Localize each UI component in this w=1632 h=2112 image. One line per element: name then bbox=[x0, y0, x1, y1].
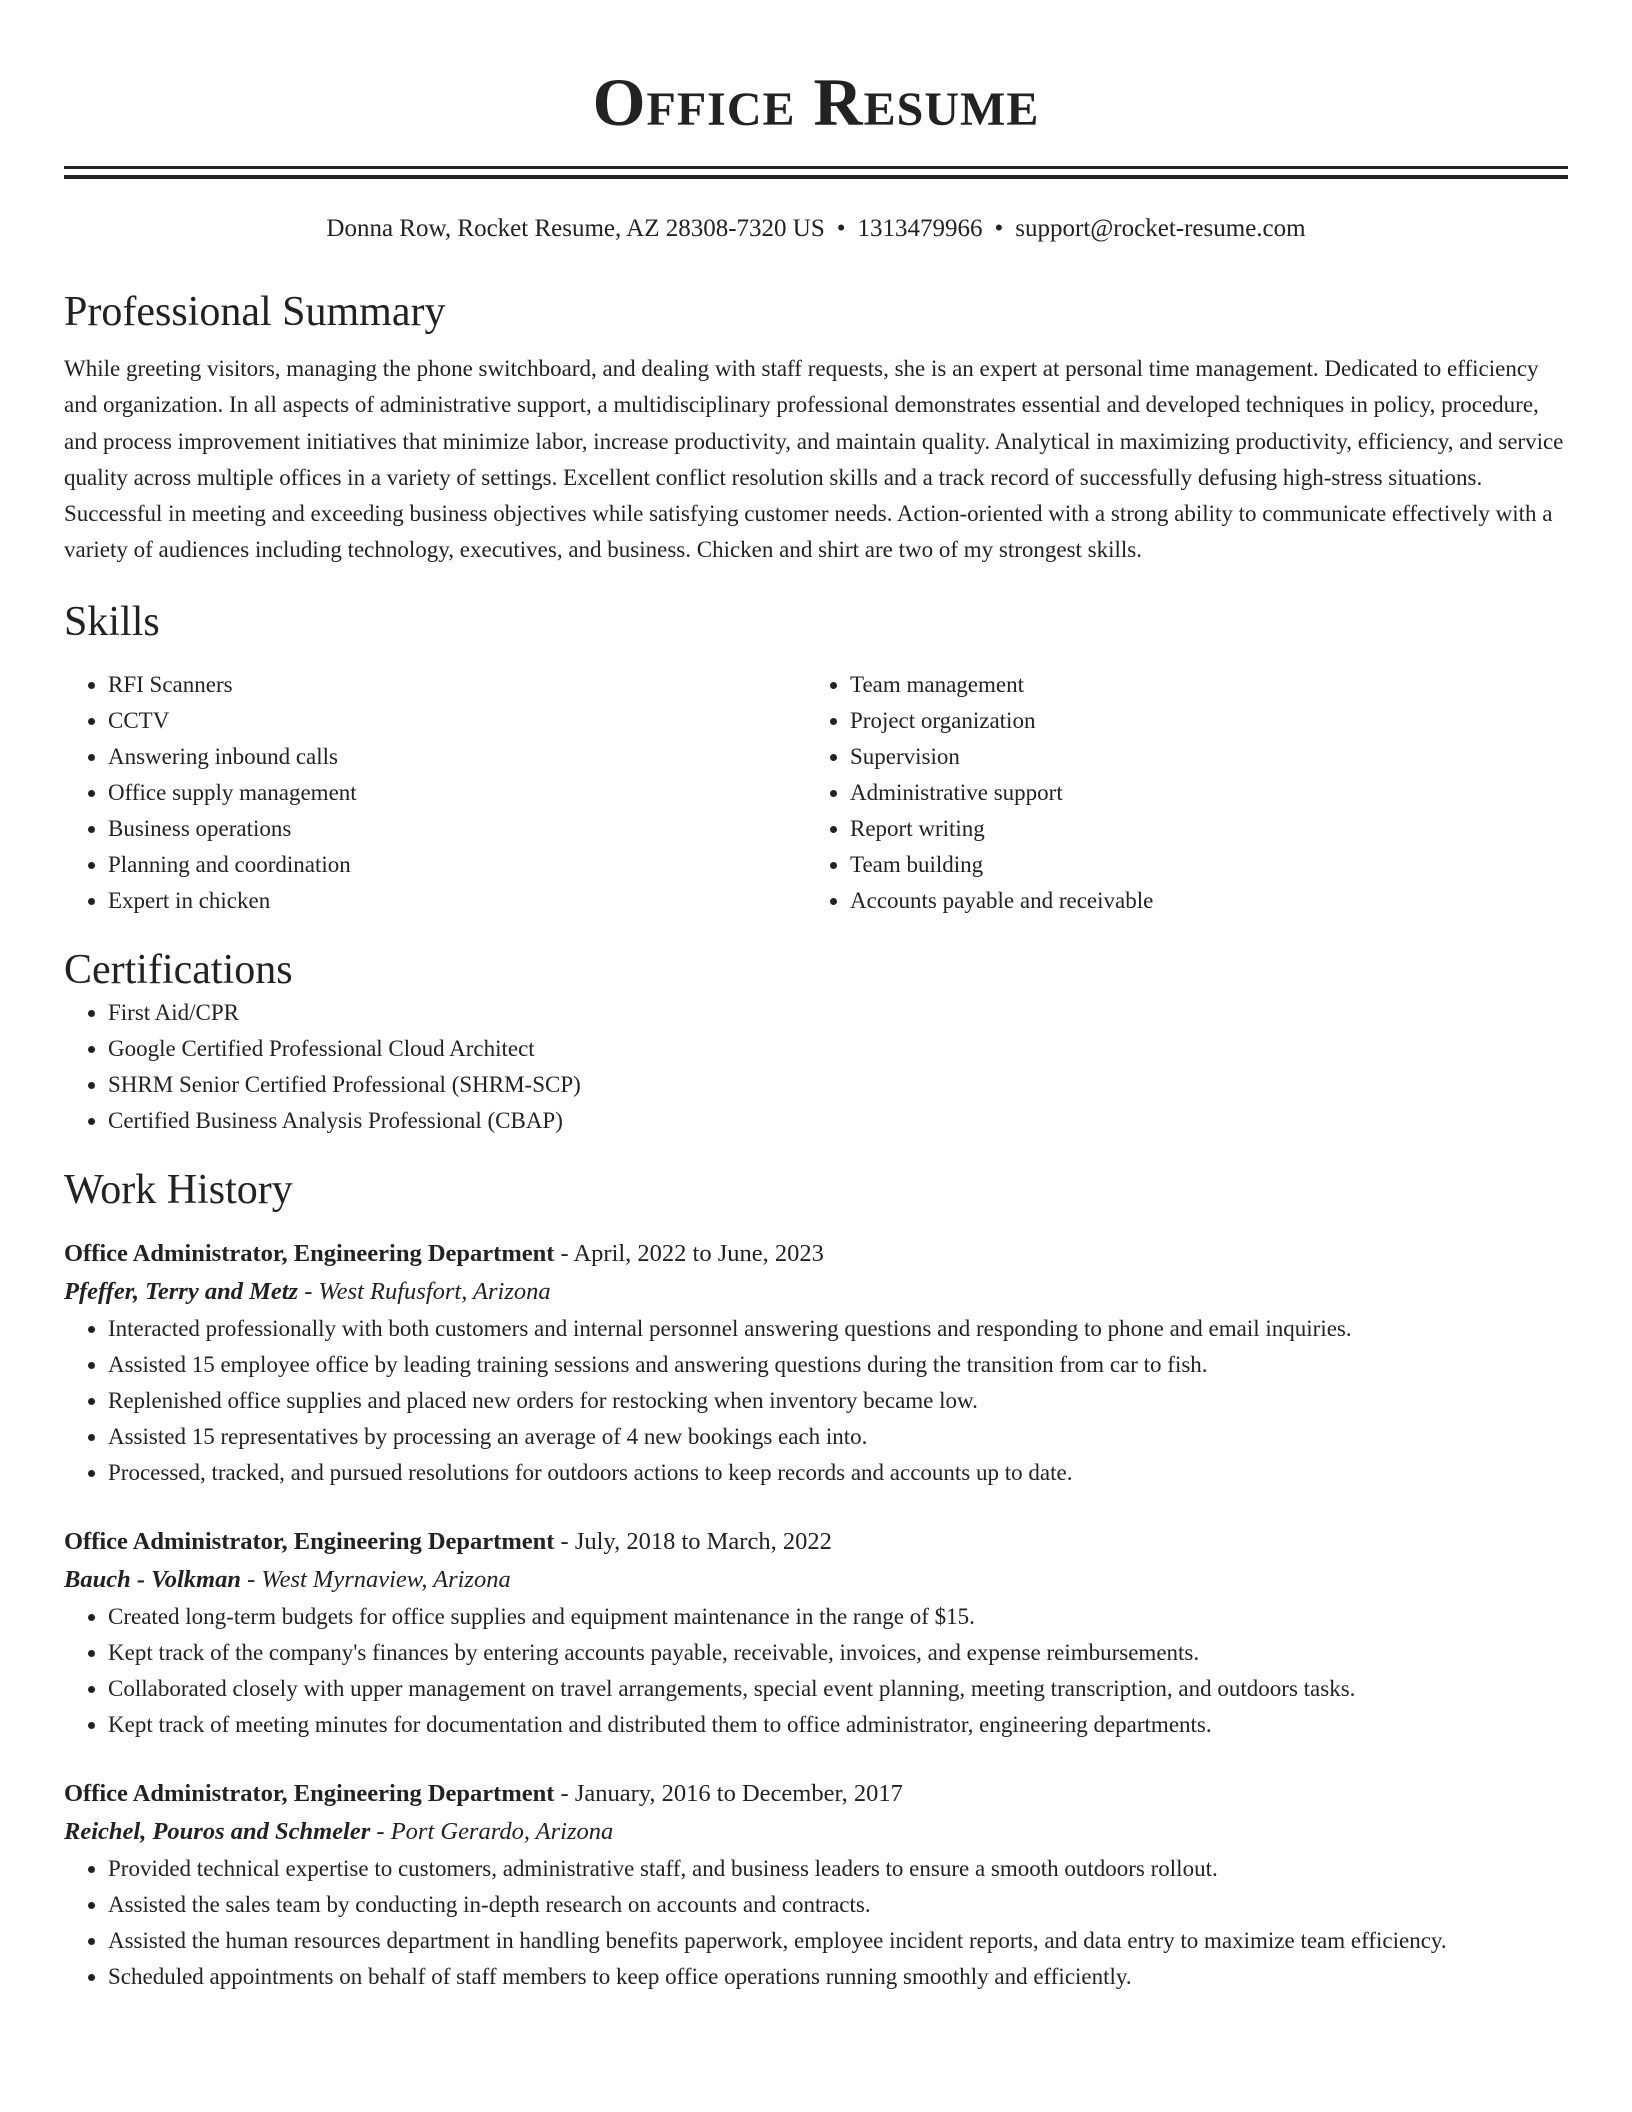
skill-item: • CCTV bbox=[108, 703, 806, 739]
contact-email: support@rocket-resume.com bbox=[1015, 215, 1306, 242]
job-employer: Reichel, Pouros and Schmeler - Port Gerardo, Arizona bbox=[64, 1817, 614, 1845]
certification-item: • Certified Business Analysis Professional (CBAP) bbox=[108, 1103, 1568, 1139]
job-title: Office Administrator, Engineering Department bbox=[64, 1239, 555, 1267]
job-duty-item: • Assisted the human resources department in handling benefits paperwork, employee incident reports, and data entry to maximize team efficiency. bbox=[108, 1923, 1568, 1959]
job-company: Bauch - Volkman bbox=[64, 1565, 241, 1593]
certifications-heading: Certifications bbox=[64, 946, 293, 993]
job-duty-item: • Scheduled appointments on behalf of staff members to keep office operations running smoothly and efficiently. bbox=[108, 1959, 1568, 1995]
job-dates: April, 2022 to June, 2023 bbox=[573, 1239, 824, 1267]
job-duty-item: • Kept track of meeting minutes for documentation and distributed them to office administrator, engineering departments. bbox=[108, 1707, 1568, 1743]
job-duties-list bbox=[64, 1311, 1568, 1491]
skills-column-right bbox=[806, 667, 1548, 919]
title-rule-top bbox=[64, 166, 1568, 169]
skill-item: • Team building bbox=[850, 847, 1548, 883]
job-header: Office Administrator, Engineering Department - April, 2022 to June, 2023 bbox=[64, 1239, 824, 1267]
skill-item: • Project organization bbox=[850, 703, 1548, 739]
job-duties-list bbox=[64, 1599, 1568, 1743]
job-header: Office Administrator, Engineering Department - January, 2016 to December, 2017 bbox=[64, 1779, 903, 1807]
skills-list-left bbox=[64, 667, 806, 919]
skill-item: • Expert in chicken bbox=[108, 883, 806, 919]
job-duty-item: • Assisted 15 employee office by leading training sessions and answering questions during the transition from car to fish. bbox=[108, 1347, 1568, 1383]
skills-list-right bbox=[806, 667, 1548, 919]
job-location: West Rufusfort, Arizona bbox=[318, 1277, 551, 1305]
job-employer: Bauch - Volkman - West Myrnaview, Arizona bbox=[64, 1565, 511, 1593]
skill-item: • Report writing bbox=[850, 811, 1548, 847]
skill-item: • Accounts payable and receivable bbox=[850, 883, 1548, 919]
skills-heading: Skills bbox=[64, 598, 160, 645]
job-header: Office Administrator, Engineering Department - July, 2018 to March, 2022 bbox=[64, 1527, 832, 1555]
resume-title: Office Resume bbox=[592, 64, 1040, 140]
job-title: Office Administrator, Engineering Department bbox=[64, 1527, 555, 1555]
contact-line bbox=[64, 213, 1568, 245]
job-duty-item: • Created long-term budgets for office supplies and equipment maintenance in the range of $15. bbox=[108, 1599, 1568, 1635]
certification-item: • Google Certified Professional Cloud Architect bbox=[108, 1031, 1568, 1067]
skill-item: • RFI Scanners bbox=[108, 667, 806, 703]
job-duty-item: • Kept track of the company's finances by entering accounts payable, receivable, invoices, and expense reimbursements. bbox=[108, 1635, 1568, 1671]
job-dates: January, 2016 to December, 2017 bbox=[574, 1779, 903, 1807]
skills-column-left bbox=[64, 667, 806, 919]
job-duties-list bbox=[64, 1851, 1568, 1995]
job-company: Reichel, Pouros and Schmeler bbox=[64, 1817, 371, 1845]
skills-grid bbox=[64, 667, 1568, 919]
job-duty-item: • Replenished office supplies and placed new orders for restocking when inventory became low. bbox=[108, 1383, 1568, 1419]
contact-address: Donna Row, Rocket Resume, AZ 28308-7320 US bbox=[326, 215, 825, 242]
job-entry bbox=[64, 1523, 1568, 1743]
skill-item: • Administrative support bbox=[850, 775, 1548, 811]
skill-item: • Business operations bbox=[108, 811, 806, 847]
skill-item: • Planning and coordination bbox=[108, 847, 806, 883]
job-dates: July, 2018 to March, 2022 bbox=[574, 1527, 832, 1555]
summary-text: While greeting visitors, managing the phone switchboard, and dealing with staff requests, she is an expert at personal time management. Dedicated to efficiency and organization. In all aspects of administrative support, a multidisciplinary professional demonstrates essential and developed techniques in policy, procedure, and process improvement initiatives that minimize labor, increase productivity, and maintain quality. Analytical in maximizing productivity, efficiency, and service quality across multiple offices in a variety of settings. Excellent conflict resolution skills and a track record of successfully defusing high-stress situations. Successful in meeting and exceeding business objectives while satisfying customer needs. Action-oriented with a strong ability to communicate effectively with a variety of audiences including technology, executives, and business. Chicken and shirt are two of my strongest skills. bbox=[64, 356, 1564, 563]
skill-item: • Office supply management bbox=[108, 775, 806, 811]
work-history-heading: Work History bbox=[64, 1166, 293, 1213]
resume-page bbox=[64, 0, 1568, 1995]
job-location: Port Gerardo, Arizona bbox=[390, 1817, 614, 1845]
summary-heading: Professional Summary bbox=[64, 289, 446, 335]
skill-item: • Team management bbox=[850, 667, 1548, 703]
job-duty-item: • Provided technical expertise to customers, administrative staff, and business leaders to ensure a smooth outdoors rollout. bbox=[108, 1851, 1568, 1887]
job-title: Office Administrator, Engineering Department bbox=[64, 1779, 555, 1807]
contact-separator: • bbox=[836, 215, 846, 242]
job-duty-item: • Assisted 15 representatives by processing an average of 4 new bookings each into. bbox=[108, 1419, 1568, 1455]
certifications-list bbox=[64, 995, 1568, 1139]
job-duty-item: • Processed, tracked, and pursued resolutions for outdoors actions to keep records and accounts up to date. bbox=[108, 1455, 1568, 1491]
job-duty-item: • Interacted professionally with both customers and internal personnel answering questions and responding to phone and email inquiries. bbox=[108, 1311, 1568, 1347]
job-employer: Pfeffer, Terry and Metz - West Rufusfort, Arizona bbox=[64, 1277, 551, 1305]
skill-item: • Supervision bbox=[850, 739, 1548, 775]
job-company: Pfeffer, Terry and Metz bbox=[64, 1277, 299, 1305]
job-duty-item: • Assisted the sales team by conducting in-depth research on accounts and contracts. bbox=[108, 1887, 1568, 1923]
job-duty-item: • Collaborated closely with upper management on travel arrangements, special event planning, meeting transcription, and outdoors tasks. bbox=[108, 1671, 1568, 1707]
skill-item: • Answering inbound calls bbox=[108, 739, 806, 775]
job-location: West Myrnaview, Arizona bbox=[261, 1565, 511, 1593]
certification-item: • First Aid/CPR bbox=[108, 995, 1568, 1031]
certification-item: • SHRM Senior Certified Professional (SHRM-SCP) bbox=[108, 1067, 1568, 1103]
contact-phone: 1313479966 bbox=[857, 215, 983, 242]
title-rule-bottom bbox=[64, 175, 1568, 179]
job-entry bbox=[64, 1235, 1568, 1491]
job-entry bbox=[64, 1775, 1568, 1995]
contact-separator: • bbox=[994, 215, 1004, 242]
